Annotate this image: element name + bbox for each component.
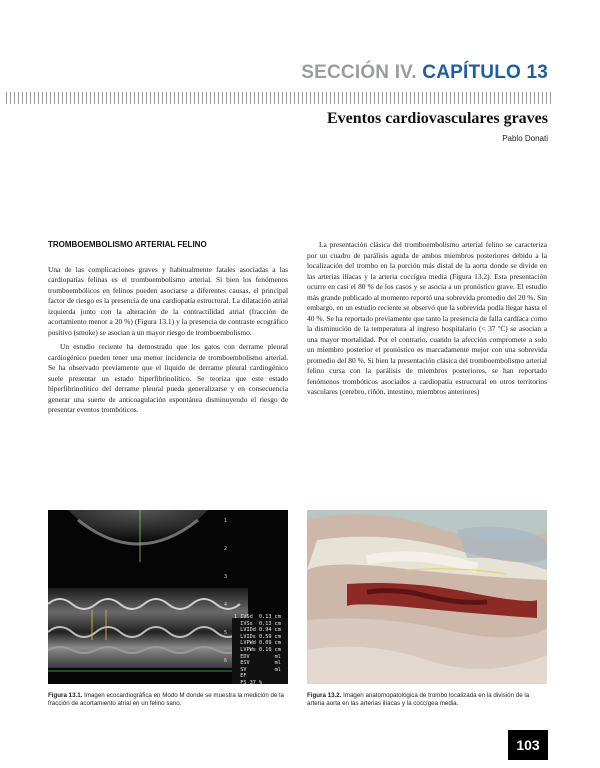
caption-label: Figura 13.1. xyxy=(48,692,83,699)
decorative-ruler xyxy=(6,92,554,104)
caption-label: Figura 13.2. xyxy=(307,692,342,699)
figure-caption-1 xyxy=(48,692,288,709)
pathology-image xyxy=(307,510,547,684)
right-column xyxy=(307,240,547,398)
paragraph: Un estudio reciente ha demostrado que los gatos con derrame pleural cardiogénico pueden tener una menor incidencia de tromboembolismo arterial. Se ha observado previamente que el líquido de derrame pleural cardiogénico suele presentar un estado hiperfibrinolítico. Se teoriza que este estado hiperfibrinolítico del derrame pleural pueda generalizarse y en consecuencia generar una suerte de anticoagulación espontánea disminuyendo el riesgo de presentar eventos trombóticos. xyxy=(48,342,288,414)
figure-caption-2 xyxy=(307,692,547,709)
paragraph: Una de las complicaciones graves y habitualmente fatales asociadas a las cardiopatías felinas es el tromboembolismo arterial. Si bien los fenómenos tromboembólicos en felinos pueden asociarse a diferentes causas, el principal factor de riesgo es la presencia de una cardiopatía estructural. La dilatación atrial izquierda junto con la alteración de la contractilidad atrial (fracción de acortamiento menor a 20 %) (Figura 13.1) y la presencia de contraste ecográfico positivo (smoke) se asocian a un mayor riesgo de tromboembolismo. xyxy=(48,264,288,337)
section-header xyxy=(301,62,548,84)
chapter-title: Eventos cardiovasculares graves xyxy=(326,110,548,127)
left-column xyxy=(48,240,288,416)
figure-echocardiogram xyxy=(48,510,288,684)
section-label: SECCIÓN IV. xyxy=(301,62,417,83)
caption-text: Imagen ecocardiográfica en Modo M donde se muestra la medición de la fracción de acortamiento atrial en un felino sano. xyxy=(48,692,284,708)
figure-pathology xyxy=(307,510,547,684)
page-number: 103 xyxy=(508,730,548,760)
measurements-readout: 1 IVSd 0.13 cm IVSs 0.13 cm LVIDd 0.94 cm LVIDs 0.59 cm LVPWd 0.09 cm LVPWs 0.10 cm EDV ml ESV ml SV ml EF FS 37 % xyxy=(234,614,281,684)
depth-scale: 1 2 3 4 5 6 xyxy=(224,518,228,664)
author-name: Pablo Donati xyxy=(502,134,548,143)
section-heading: TROMBOEMBOLISMO ARTERIAL FELINO xyxy=(48,240,207,249)
paragraph: La presentación clásica del tromboembolismo arterial felino se caracteriza por un cuadro de parálisis aguda de ambos miembros posteriores debido a la localización del trombo en la porción más distal de la aorta donde se divide en las arterias ilíacas y la arteria coccígea media (Figura 13.2). Esta presentación ocurre en casi el 80 % de los casos y se asocia a un pronóstico grave. El estudio más grande publicado al momento reportó una sobrevida promedio del 20 %. Sin embargo, en un estudio reciente se observó que la sobrevida podía llegar hasta el 40 %. Se ha reportado previamente que tanto la presencia de falla cardíaca como la disminución de la temperatura al ingreso hospitalario (< 37 ºC) se asocian a una mayor mortalidad. Por el contrario, cuando la afección compromete a solo un miembro posterior el pronóstico es marcadamente mejor con una sobrevida promedio del 80 %. Si bien la presentación clásica del tromboembolismo arterial felino cursa con la parálisis de miembros posteriores, se han reportado fenómenos trombóticos asociados a cardiopatía estructural en otros territorios vasculares (cerebro, riñón, intestino, miembros anteriores) xyxy=(307,240,547,396)
caption-text: Imagen anatomopatológica de trombo localizada en la división de la arteria aorta en las arterias ilíacas y la coccígea media. xyxy=(307,692,530,708)
chapter-label: CAPÍTULO 13 xyxy=(422,62,548,83)
